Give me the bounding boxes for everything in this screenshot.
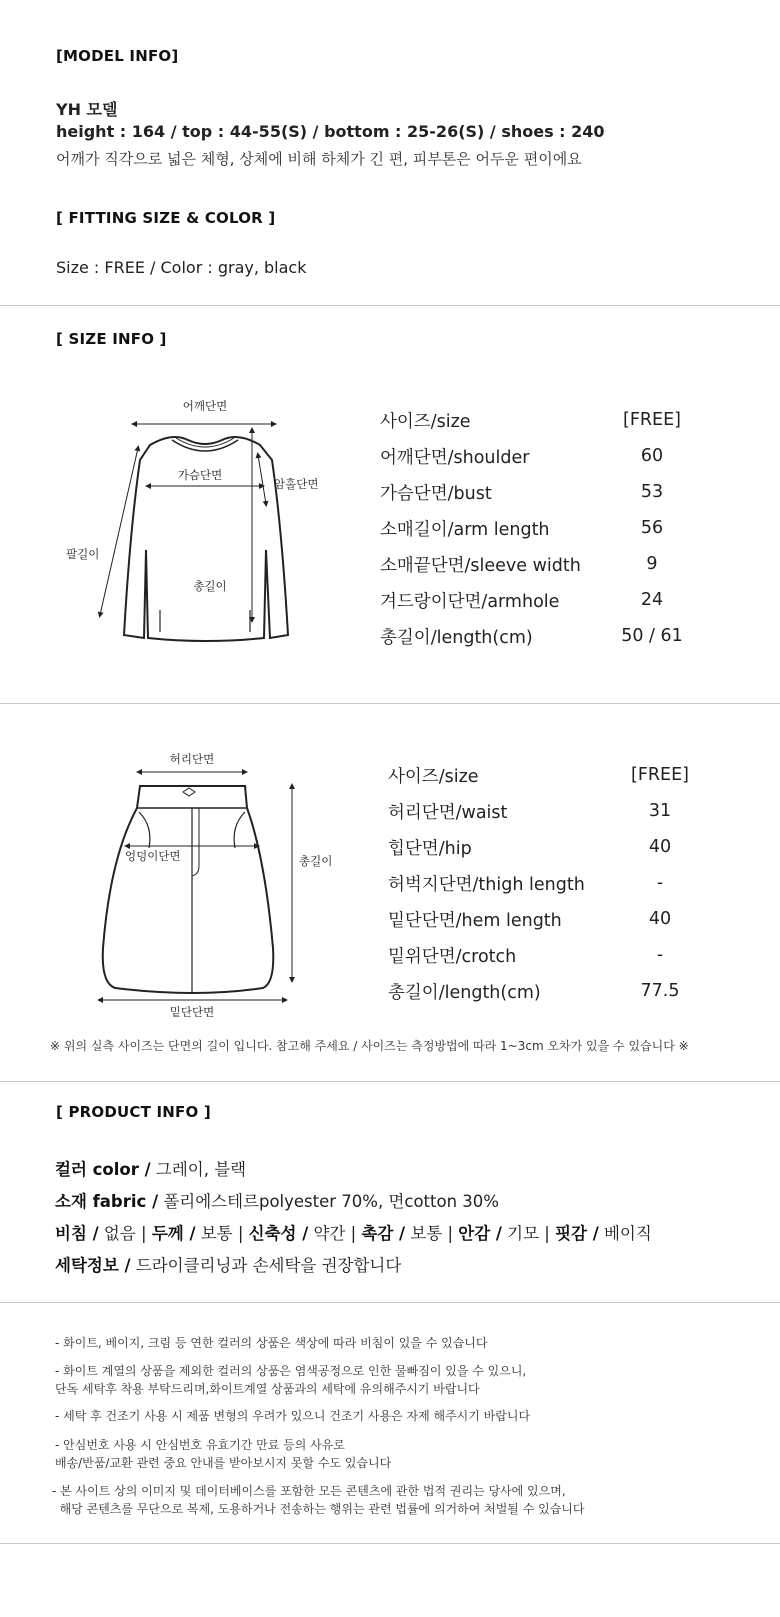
product-color-row: 컬러 color / 그레이, 블랙 xyxy=(55,1160,247,1179)
top-arm-label: 팔길이 xyxy=(66,547,100,561)
note-item: - 세탁 후 건조기 사용 시 제품 변형의 우려가 있으니 건조기 사용은 자제 해주시기 바랍니다 xyxy=(55,1409,531,1423)
skirt-hem-label: 밑단단면 xyxy=(169,1005,215,1018)
table-row: 밑단단면/hem length 40 xyxy=(388,909,672,931)
note-item: 해당 콘텐츠를 무단으로 복제, 도용하거나 전송하는 행위는 관련 법률에 의거하여 처벌될 수 있습니다 xyxy=(52,1502,585,1516)
product-info-header: [ PRODUCT INFO ] xyxy=(56,1103,211,1121)
top-armhole-label: 암홀단면 xyxy=(274,477,319,491)
note-item: - 화이트 계열의 상품을 제외한 컬러의 상품은 염색공정으로 인한 물빠짐이 있을 수 있으니, xyxy=(55,1364,527,1378)
table-row: 소매끝단면/sleeve width 9 xyxy=(380,554,658,576)
skirt-length-label: 총길이 xyxy=(299,854,333,868)
table-row: 가슴단면/bust 53 xyxy=(380,482,664,504)
table-row: 밑위단면/crotch - xyxy=(388,945,664,967)
model-description: 어깨가 직각으로 넓은 체형, 상체에 비해 하체가 긴 편, 피부톤은 어두운 편이에요 xyxy=(56,150,582,168)
note-item: 단독 세탁후 착용 부탁드리며,화이트계열 상품과의 세탁에 유의해주시기 바랍니다 xyxy=(55,1382,480,1396)
table-row: 총길이/length(cm) 50 / 61 xyxy=(380,626,683,648)
fitting-header: [ FITTING SIZE & COLOR ] xyxy=(56,209,276,227)
divider xyxy=(0,1302,780,1303)
product-attributes-row: 비침 / 없음 | 두께 / 보통 | 신축성 / 약간 | 촉감 / 보통 | 안감 / 기모 | 핏감 / 베이직 xyxy=(55,1224,652,1243)
top-garment-diagram xyxy=(60,400,340,660)
fitting-line: Size : FREE / Color : gray, black xyxy=(56,258,307,277)
table-row: 허리단면/waist 31 xyxy=(388,801,672,823)
divider xyxy=(0,1081,780,1082)
skirt-waist-label: 허리단면 xyxy=(169,752,215,766)
table-row: 사이즈/size [FREE] xyxy=(380,410,681,432)
top-length-label: 총길이 xyxy=(193,579,227,593)
model-stats: height : 164 / top : 44-55(S) / bottom : 25-26(S) / shoes : 240 xyxy=(56,122,605,141)
product-fabric-row: 소재 fabric / 폴리에스테르polyester 70%, 면cotton 30% xyxy=(55,1192,499,1211)
note-item: - 본 사이트 상의 이미지 및 데이터베이스를 포함한 모든 콘텐츠에 관한 법적 권리는 당사에 있으며, xyxy=(52,1484,566,1498)
table-row: 사이즈/size [FREE] xyxy=(388,765,689,787)
divider xyxy=(0,703,780,704)
model-info-header: [MODEL INFO] xyxy=(56,47,179,65)
product-wash-row: 세탁정보 / 드라이클리닝과 손세탁을 권장합니다 xyxy=(55,1256,402,1275)
note-item: 배송/반품/교환 관련 중요 안내를 받아보시지 못할 수도 있습니다 xyxy=(55,1456,392,1470)
table-row: 겨드랑이단면/armhole 24 xyxy=(380,590,664,612)
note-item: - 안심번호 사용 시 안심번호 유효기간 만료 등의 사유로 xyxy=(55,1438,345,1452)
size-info-header: [ SIZE INFO ] xyxy=(56,330,167,348)
top-bust-label: 가슴단면 xyxy=(177,468,223,482)
skirt-outline xyxy=(103,786,274,993)
table-row: 허벅지단면/thigh length - xyxy=(388,873,664,895)
table-row: 어깨단면/shoulder 60 xyxy=(380,446,664,468)
model-name: YH 모델 xyxy=(56,100,118,119)
size-notice: ※ 위의 실측 사이즈는 단면의 길이 입니다. 참고해 주세요 / 사이즈는 측정방법에 따라 1~3cm 오차가 있을 수 있습니다 ※ xyxy=(50,1039,689,1053)
top-shoulder-label: 어깨단면 xyxy=(182,400,228,413)
table-row: 힙단면/hip 40 xyxy=(388,837,672,859)
divider xyxy=(0,1543,780,1544)
note-item: - 화이트, 베이지, 크림 등 연한 컬러의 상품은 색상에 따라 비침이 있을 수 있습니다 xyxy=(55,1336,488,1350)
divider xyxy=(0,305,780,306)
table-row: 총길이/length(cm) 77.5 xyxy=(388,981,680,1003)
table-row: 소매길이/arm length 56 xyxy=(380,518,664,540)
skirt-hip-label: 엉덩이단면 xyxy=(125,849,181,863)
skirt-diagram xyxy=(95,748,345,1018)
